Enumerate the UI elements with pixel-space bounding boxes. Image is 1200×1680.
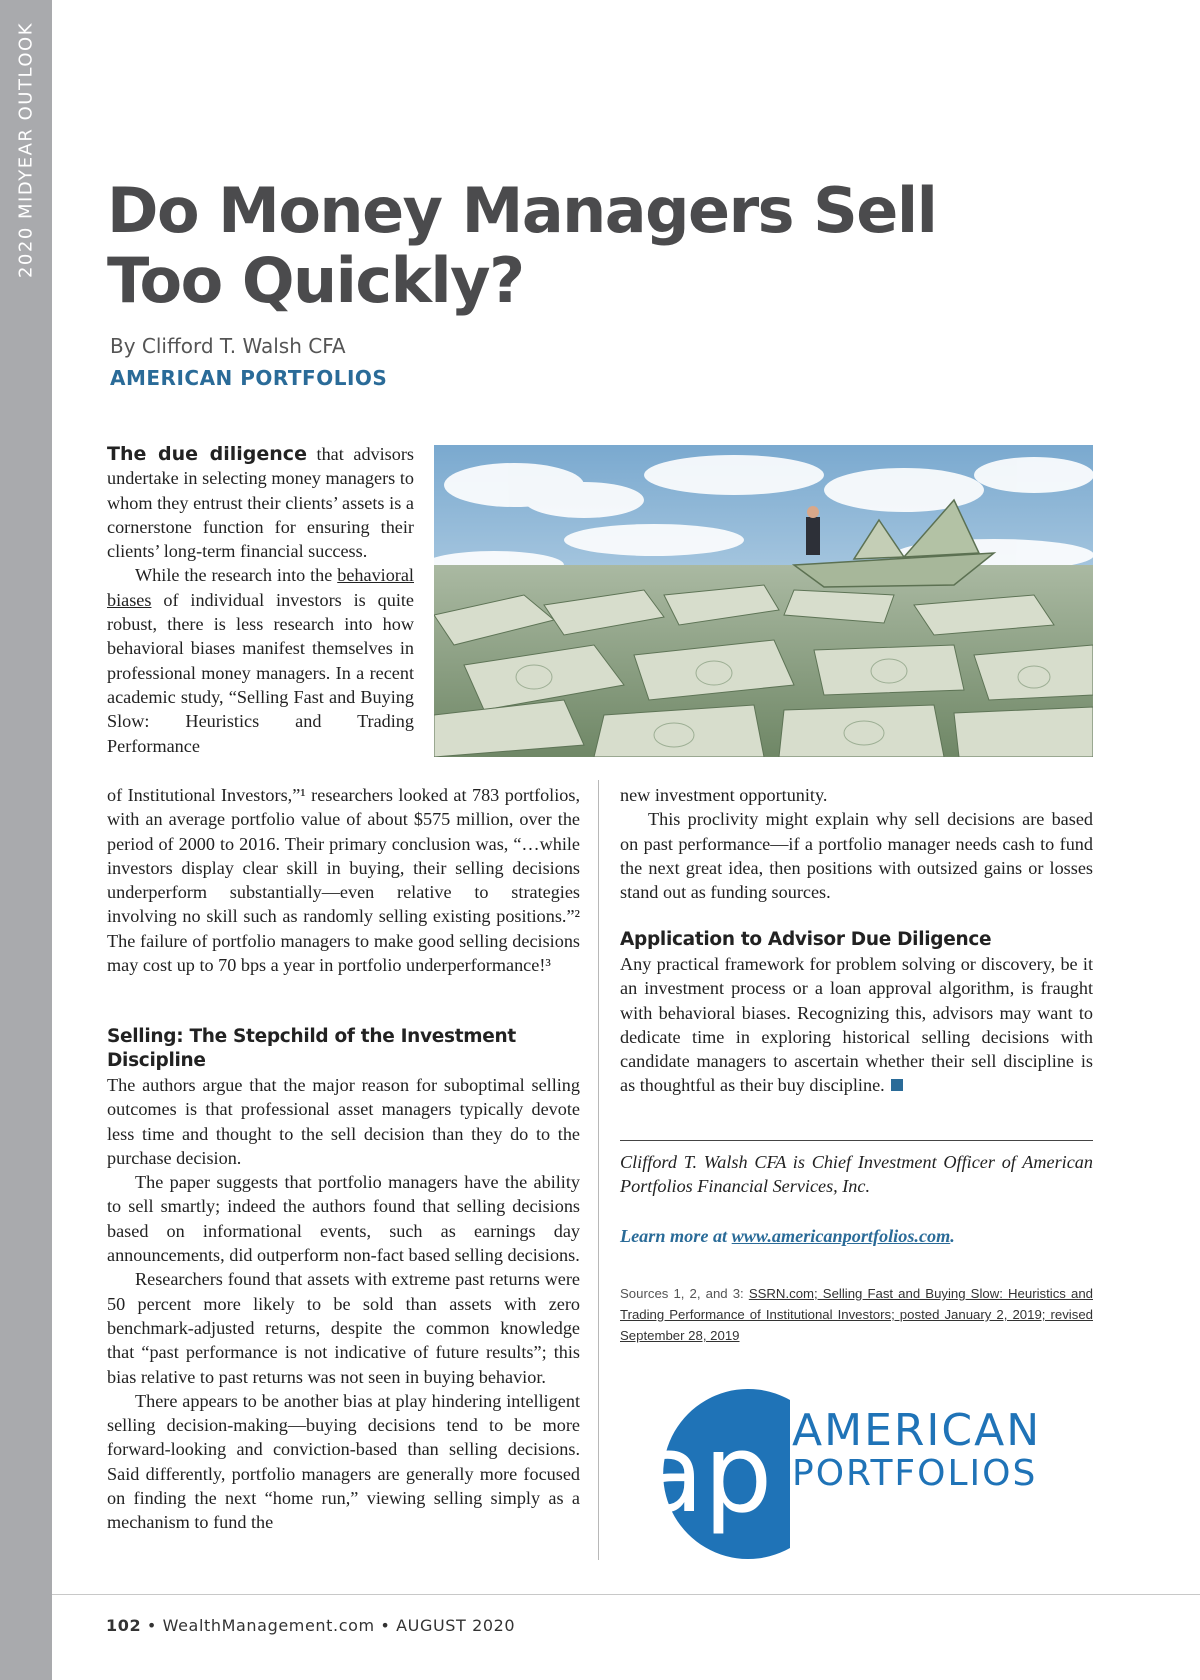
page-number: 102 — [106, 1616, 142, 1635]
sources-note: Sources 1, 2, and 3: SSRN.com; Selling Fast and Buying Slow: Heuristics and Trading Performance of Institutional Investors; posted January 2, 2019; revised September 28, 2019 — [620, 1286, 1093, 1343]
right-column-top — [620, 783, 1093, 904]
paragraph-researchers: Researchers found that assets with extreme past returns were 50 percent more likely to be sold than assets with zero benchmark-adjusted returns, despite the common knowledge that “past performance is not indicative of future results”; this bias relative to past returns was not seen in buying behavior. — [107, 1269, 580, 1387]
page-footer: 102 • WealthManagement.com • AUGUST 2020 — [106, 1616, 516, 1635]
paragraph-framework: Any practical framework for problem solving or discovery, be it an investment process or a loan approval algorithm, is fraught with behavioral biases. Recognizing this, advisors may want to dedicate time in exploring historical selling decisions with candidate managers to ascertain whether their sell discipline is as thoughtful as their buy discipline. — [620, 954, 1093, 1096]
logo-line-2: PORTFOLIOS — [792, 1453, 1038, 1494]
author-bio: Clifford T. Walsh CFA is Chief Investment Officer of American Portfolios Financial Services, Inc. — [620, 1152, 1093, 1197]
byline: By Clifford T. Walsh CFA — [110, 334, 346, 358]
footer-issue: AUGUST 2020 — [396, 1616, 516, 1635]
side-tab-label: 2020 MIDYEAR OUTLOOK — [15, 21, 37, 279]
article-title: Do Money Managers Sell Too Quickly? — [107, 174, 937, 317]
learn-more: Learn more at www.americanportfolios.com. — [620, 1226, 955, 1246]
paragraph-proclivity: This proclivity might explain why sell decisions are based on past performance—if a portfolio manager needs cash to fund the next great idea, then positions with outsized gains or losses stand out as funding sources. — [620, 809, 1093, 903]
website-link[interactable]: www.americanportfolios.com — [731, 1226, 951, 1246]
paragraph-paper: The paper suggests that portfolio managers have the ability to sell smartly; indeed the authors found that selling decisions based on informational events, such as earnings day announcements, did outperform non-fact based selling decisions. — [107, 1172, 580, 1266]
behavioral-biases-link[interactable]: behavioral biases — [107, 565, 414, 610]
right-column-section — [620, 928, 1093, 1098]
bio-divider — [620, 1140, 1093, 1141]
section-heading-application: Application to Advisor Due Diligence — [620, 929, 992, 950]
author-company: AMERICAN PORTFOLIOS — [110, 366, 388, 390]
money-boat-photo — [434, 445, 1093, 757]
footer-divider — [52, 1594, 1200, 1595]
lead-column — [107, 442, 414, 758]
paragraph-study: of Institutional Investors,”¹ researchers looked at 783 portfolios, with an average portfolio value of about $575 million, over the period of 2000 to 2016. Their primary conclusion was, “…while investors display clear skill in buying, their selling decisions underperform substantially—even relative to strategies involving no skill such as randomly selling existing positions.”² The failure of portfolio managers to make good selling decisions may cost up to 70 bps a year in portfolio underperformance!³ — [107, 785, 580, 976]
logo-line-1: AMERICAN — [792, 1405, 1042, 1456]
end-mark-icon — [891, 1079, 903, 1091]
logo-monogram: ap — [637, 1412, 773, 1537]
paragraph-bias: There appears to be another bias at play hindering intelligent selling decision-making—buying decisions tend to be more forward-looking and conviction-based than selling decisions. Said differently, portfolio managers are generally more focused on finding the next “home run,” viewing selling simply as a mechanism to fund the — [107, 1390, 580, 1533]
sources-link[interactable]: SSRN.com; Selling Fast and Buying Slow: Heuristics and Trading Performance of Institutional Investors; posted January 2, 2019; revised September 28, 2019 — [620, 1286, 1093, 1343]
section-heading-selling: Selling: The Stepchild of the Investment Discipline — [107, 1026, 516, 1071]
column-divider — [598, 780, 599, 1560]
lead-in: The due diligence — [107, 443, 307, 465]
paragraph-research: While the research into the behavioral biases of individual investors is quite robust, there is less research into how behavioral biases manifest themselves in professional money managers. In a recent academic study, “Selling Fast and Buying Slow: Heuristics and Trading Performance — [107, 565, 414, 756]
american-portfolios-logo — [620, 1383, 1100, 1563]
left-column-section — [107, 1025, 580, 1535]
paragraph-intro: The due diligence that advisors undertake in selecting money managers to whom they entrust their clients’ assets is a cornerstone function for ensuring their clients’ long-term financial success. — [107, 443, 414, 562]
paragraph-continued: new investment opportunity. — [620, 785, 828, 805]
footer-site: WealthManagement.com — [162, 1616, 375, 1635]
left-column-body — [107, 783, 580, 977]
side-tab — [0, 0, 52, 1680]
paragraph-authors: The authors argue that the major reason for suboptimal selling outcomes is that professional asset managers typically devote less time and thought to the sell decision than they do to the purchase decision. — [107, 1075, 580, 1168]
